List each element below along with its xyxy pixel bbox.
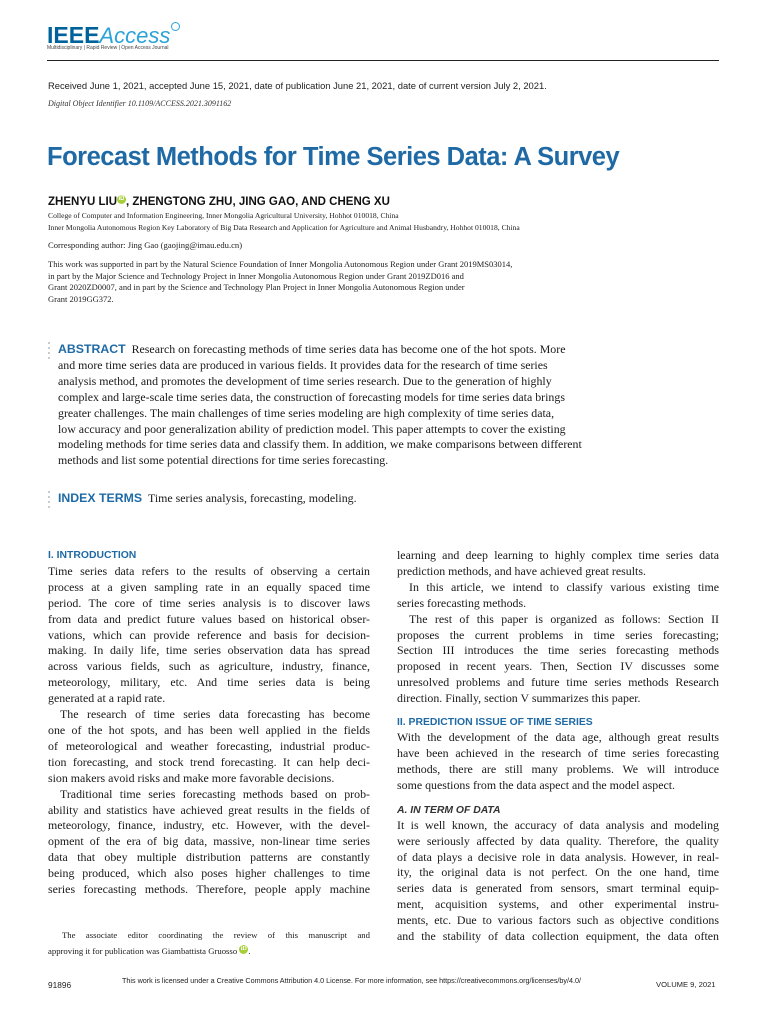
- text-line: meteorology, military, etc. And time series data is being: [48, 675, 370, 690]
- right-column: [397, 548, 719, 945]
- header-rule: [47, 60, 719, 61]
- text-line: ments, etc. Due to various factors such as objective conditions: [397, 913, 719, 928]
- text-line: Time series data refers to the results of observing a certain: [48, 563, 370, 578]
- corresponding-author: Corresponding author: Jing Gao (gaojing@imau.edu.cn): [48, 240, 243, 250]
- text-line: Traditional time series forecasting methods based on prob-: [60, 786, 370, 801]
- text-line: learning and deep learning to highly complex time series data: [397, 548, 719, 562]
- footnote-line: The associate editor coordinating the review of this manuscript and: [62, 930, 370, 940]
- funding-line: Grant 2019GG372.: [48, 293, 114, 304]
- text-line: It is well known, the accuracy of data analysis and modeling: [397, 817, 719, 832]
- abstract-line: greater challenges. The main challenges of time series modeling are high complexity of time series data,: [58, 405, 555, 420]
- text-line: across various fields, such as agriculture, industry, finance,: [48, 659, 370, 674]
- index-terms-dots-marker: [48, 491, 51, 511]
- text-line: In this article, we intend to classify various existing time: [409, 579, 719, 594]
- text-line: unresolved problems and future time series methods Research: [397, 675, 719, 690]
- volume-label: VOLUME 9, 2021: [656, 980, 716, 989]
- text-line: direction. Finally, section V summarizes this paper.: [397, 691, 641, 706]
- text-line: of meteorological and weather forecasting, industrial produc-: [48, 738, 370, 753]
- text-line: The research of time series data forecasting has become: [60, 707, 370, 722]
- text-line: meteorology, finance, industry, etc. However, with the devel-: [48, 818, 370, 833]
- text-line: have been achieved in the research of time series forecasting: [397, 745, 719, 760]
- text-line: tion forecasting, and stock trend forecasting. It can help deci-: [48, 754, 370, 769]
- affiliation-1: College of Computer and Information Engineering, Inner Mongolia Agricultural University, Hohhot 010018, China: [48, 211, 399, 220]
- text-line: series forecasting methods. Therefore, people apply machine: [48, 882, 370, 897]
- abstract-heading: ABSTRACT: [58, 342, 126, 356]
- text-line: proposed in recent years. Then, Section IV discusses some: [397, 659, 719, 674]
- footnote-line: approving it for publication was Giambattista Gruosso iD .: [48, 945, 251, 956]
- text-line: series forecasting methods.: [397, 595, 527, 610]
- author-first: ZHENYU LIU: [48, 195, 117, 208]
- section-heading-prediction-issue: II. PREDICTION ISSUE OF TIME SERIES: [397, 717, 593, 729]
- abstract-line: modeling methods for time series data and classify them. In addition, we make comparisons between different: [58, 437, 582, 452]
- text-line: making. In daily life, time series observation data has spread: [48, 643, 370, 658]
- abstract-line: complex and large-scale time series data, the construction of forecasting models for time series data brings: [58, 389, 565, 404]
- abstract-block: [58, 342, 720, 469]
- text-line: generated at a rapid rate.: [48, 691, 166, 706]
- journal-tagline: Multidisciplinary | Rapid Review | Open Access Journal: [47, 45, 169, 51]
- text-line: methods, there are still many problems. We will introduce: [397, 761, 719, 776]
- abstract-line: ABSTRACT Research on forecasting methods of time series data has become one of the hot spots. More: [58, 342, 566, 356]
- paper-title: Forecast Methods for Time Series Data: A Survey: [47, 143, 620, 171]
- doi-line[interactable]: Digital Object Identifier 10.1109/ACCESS.2021.3091162: [48, 99, 232, 108]
- funding-line: Grant 2020ZD0007, and in part by the Science and Technology Plan Project in Inner Mongolia Autonomous Region under: [48, 282, 465, 293]
- text-line: prediction methods, and have achieved great results.: [397, 563, 646, 578]
- logo-ieee-text: IEEE: [47, 22, 100, 48]
- text-line: opment of the era of big data, massive, non-linear time series: [48, 834, 370, 849]
- text-line: ity, the original data is not perfect. On the one hand, time: [397, 865, 719, 880]
- index-terms-heading: INDEX TERMS: [58, 491, 143, 505]
- text-line: period. The core of time series analysis is to discover laws: [48, 595, 370, 610]
- license-notice[interactable]: This work is licensed under a Creative Commons Attribution 4.0 License. For more information, see https://creativecommons.org/licenses/by/4.0/: [122, 976, 582, 985]
- funding-line: in part by the Major Science and Technology Project in Inner Mongolia Autonomous Region under Grant 2019ZD016 and: [48, 270, 464, 281]
- text-line: series data is generated from sensors, smart terminal equip-: [397, 881, 719, 896]
- abstract-dots-marker: [48, 342, 51, 362]
- text-line: some questions from the data aspect and the model aspect.: [397, 777, 676, 792]
- editor-footnote: [48, 928, 370, 959]
- funding-line: This work was supported in part by the Natural Science Foundation of Inner Mongolia Autonomous Region under Grant 2019MS03014,: [48, 259, 513, 269]
- logo-access-text: Access: [99, 23, 171, 48]
- author-rest: , ZHENGTONG ZHU, JING GAO, AND CHENG XU: [126, 195, 390, 208]
- subsection-heading-data: A. IN TERM OF DATA: [397, 804, 501, 816]
- author-list: [48, 195, 390, 208]
- text-line: ment, acquisition systems, and other experimental instru-: [397, 897, 719, 912]
- text-line: data that obey multiple distribution patterns are constantly: [48, 850, 370, 865]
- abstract-line: analysis method, and promotes the development of time series research. Due to the generation of highly: [58, 373, 552, 388]
- text-line: and the stability of data collection equipment, the data often: [397, 929, 719, 944]
- left-column: [48, 548, 370, 898]
- text-line: ability and statistics have achieved great results in the fields of: [48, 802, 370, 817]
- text-line: With the development of the data age, although great results: [397, 730, 719, 745]
- text-line: being produced, which also poses higher challenges to time: [48, 866, 370, 881]
- text-line: Section III introduces the time series forecasting methods: [397, 643, 719, 658]
- funding-statement: [48, 259, 628, 305]
- text-line: of data plays a decisive role in data analysis. However, in real-: [397, 849, 719, 864]
- text-line: were seriously affected by data quality. Therefore, the quality: [397, 833, 719, 848]
- abstract-line: and more time series data are produced in various fields. It provides data for the research of time series: [58, 357, 548, 372]
- text-line: proposes the current problems in time series forecasting;: [397, 627, 719, 642]
- abstract-line: methods and list some potential directions for time series forecasting.: [58, 453, 389, 468]
- text-line: one of the hot spots, and has been well applied in the fields: [48, 722, 370, 737]
- received-dates: Received June 1, 2021, accepted June 15, 2021, date of publication June 21, 2021, date of current version July 2, 2021.: [48, 80, 547, 91]
- text-line: sion makers avoid risks and make more favorable decisions.: [48, 770, 335, 785]
- section-heading-introduction: I. INTRODUCTION: [48, 550, 137, 561]
- orcid-icon[interactable]: iD: [240, 945, 247, 952]
- logo-ring-icon: [171, 22, 180, 31]
- index-terms-text: Time series analysis, forecasting, modeling.: [148, 491, 357, 505]
- affiliation-2: Inner Mongolia Autonomous Region Key Laboratory of Big Data Research and Application for Agriculture and Animal Husbandry, Hohhot 010018, China: [48, 223, 520, 232]
- abstract-line: low accuracy and poor generalization ability of prediction model. This paper attempts to cover the existing: [58, 421, 566, 436]
- text-line: vations, which can provide reference and basis for decision-: [48, 627, 370, 642]
- page-number: 91896: [48, 980, 72, 990]
- index-terms: [58, 491, 357, 506]
- text-line: The rest of this paper is organized as follows: Section II: [409, 611, 719, 626]
- text-line: process at a given sampling rate in an equally spaced time: [48, 579, 370, 594]
- text-line: from data and predict future values based on historical obser-: [48, 611, 370, 626]
- orcid-icon[interactable]: iD: [118, 196, 125, 202]
